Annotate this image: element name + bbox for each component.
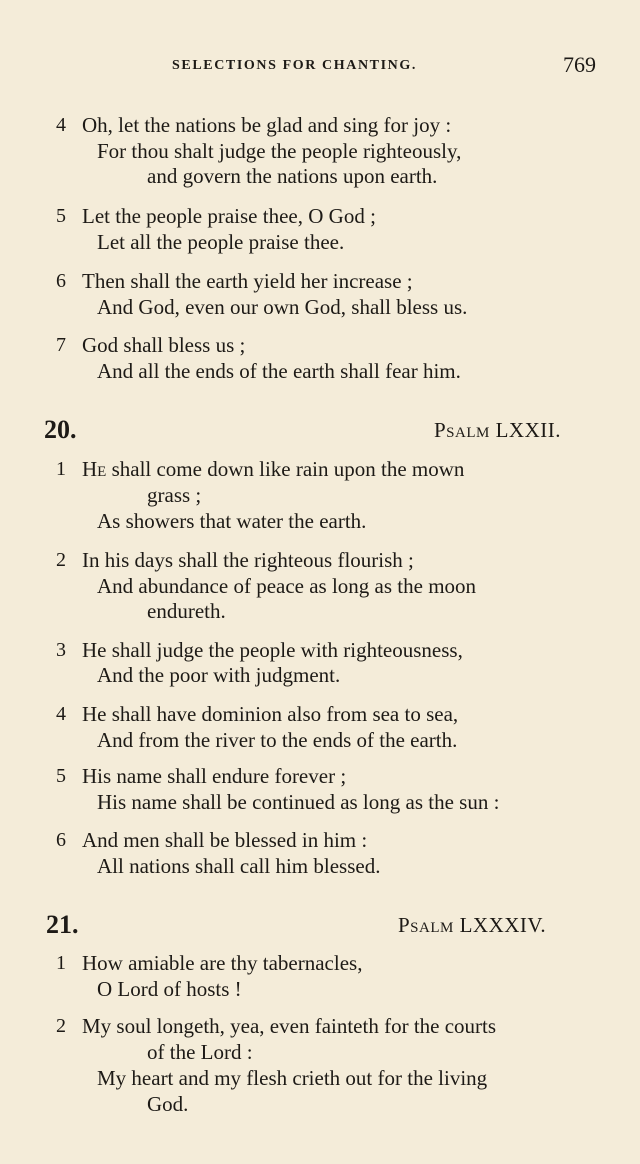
verse-number: 4 [56,703,66,725]
verse-line: All nations shall call him blessed. [97,854,381,878]
verse-line: For thou shalt judge the people righteously, [97,139,462,163]
verse-number: 2 [56,1015,66,1037]
verse-number: 6 [56,829,66,851]
verse-line: He shall have dominion also from sea to sea, [82,702,459,726]
verse-number: 7 [56,334,66,356]
verse-number: 3 [56,639,66,661]
running-title: SELECTIONS FOR CHANTING. [172,58,417,73]
verse-line: His name shall be continued as long as the sun : [97,790,500,814]
verse-line: Then shall the earth yield her increase ; [82,269,413,293]
verse-line: Let the people praise thee, O God ; [82,204,376,228]
verse-number: 2 [56,549,66,571]
verse-line: God shall bless us ; [82,333,246,357]
verse-number: 5 [56,205,66,227]
running-head [0,52,640,82]
section-number: 20. [44,415,77,444]
verse-line: grass ; [147,483,202,507]
verse-line: And God, even our own God, shall bless us. [97,295,468,319]
verse-number: 5 [56,765,66,787]
verse-number: 1 [56,458,66,480]
verse-line: Oh, let the nations be glad and sing for joy : [82,113,452,137]
verse-number: 6 [56,270,66,292]
psalm-title: Psalm LXXXIV. [398,913,547,937]
verse-line: God. [147,1092,189,1116]
verse-line: and govern the nations upon earth. [147,164,438,188]
verse-line: And men shall be blessed in him : [82,828,368,852]
verse-line: of the Lord : [147,1040,253,1064]
verse-line: O Lord of hosts ! [97,977,242,1001]
verse-line [82,456,464,482]
verse-line: My heart and my flesh crieth out for the living [97,1066,488,1090]
section-number: 21. [46,910,79,939]
drop-word: He [82,457,107,481]
verse-number: 4 [56,114,66,136]
psalm-title: Psalm LXXII. [434,418,561,442]
verse-line: How amiable are thy tabernacles, [82,951,363,975]
verse-line: His name shall endure forever ; [82,764,347,788]
verse-line: In his days shall the righteous flourish ; [82,548,414,572]
verse-line: As showers that water the earth. [97,509,367,533]
verse-line: Let all the people praise thee. [97,230,345,254]
verse-line: And abundance of peace as long as the moon [97,574,477,598]
verse-line: endureth. [147,599,226,623]
verse-line: And from the river to the ends of the earth. [97,728,458,752]
verse-line: And the poor with judgment. [97,663,341,687]
verse-line-rest: shall come down like rain upon the mown [106,457,465,481]
verse-line: And all the ends of the earth shall fear him. [97,359,461,383]
verse-line: He shall judge the people with righteousness, [82,638,463,662]
page-number: 769 [563,52,596,77]
verse-number: 1 [56,952,66,974]
verse-line: My soul longeth, yea, even fainteth for the courts [82,1014,497,1038]
